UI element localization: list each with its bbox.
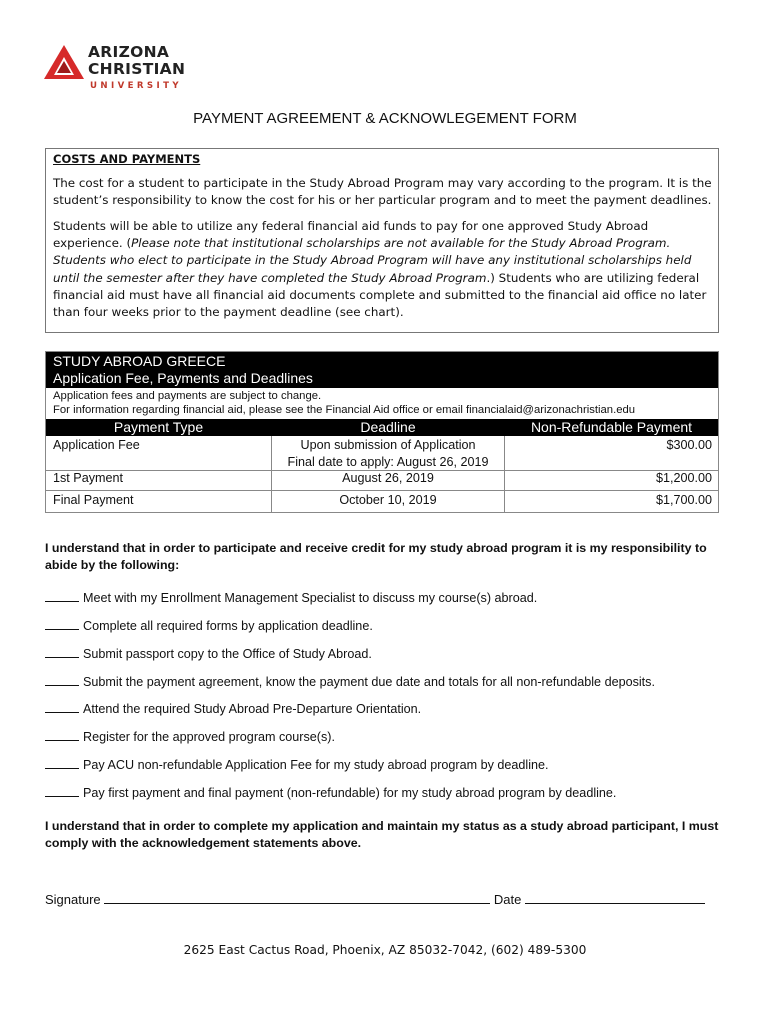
table-cell: $1,700.00 <box>655 493 712 507</box>
costs-paragraph-2-lead: Students will be able to utilize any federal financial aid funds to pay for one approved Study Abroad experience. ( <box>53 219 649 251</box>
acknowledgement-item <box>45 589 537 606</box>
costs-paragraph-2-tail: .) Students who are utilizing federal financial aid must have all financial aid documents complete and submitted to the financial aid office no later than four weeks prior to the payment deadline (see chart). <box>53 270 707 320</box>
initials-field[interactable] <box>45 589 79 602</box>
initials-field[interactable] <box>45 728 79 741</box>
initials-field[interactable] <box>45 617 79 630</box>
column-header: Payment Type <box>113 419 204 435</box>
acknowledgement-text: Register for the approved program course(s). <box>83 730 335 744</box>
table-cell: 1st Payment <box>53 471 123 485</box>
costs-paragraph-2 <box>53 218 713 321</box>
logo-line-2: CHRISTIAN <box>88 60 186 78</box>
acknowledgement-intro: I understand that in order to participate and receive credit for my study abroad program it is my responsibility to abide by the following: <box>45 541 707 572</box>
table-cell: October 10, 2019 <box>339 493 437 507</box>
date-field[interactable] <box>525 889 705 904</box>
logo-mark-icon <box>44 45 84 81</box>
fee-table-header <box>46 419 718 436</box>
acknowledgement-item <box>45 728 335 745</box>
fee-note: Application fees and payments are subject to change. <box>53 390 322 402</box>
acknowledgement-outro: I understand that in order to complete my application and maintain my status as a study abroad participant, I must comply with the acknowledgement statements above. <box>45 819 719 850</box>
table-cell: August 26, 2019 <box>342 471 434 485</box>
initials-field[interactable] <box>45 700 79 713</box>
fee-header-subtitle: Application Fee, Payments and Deadlines <box>53 370 313 386</box>
fee-note-financial-aid: For information regarding financial aid, please see the Financial Aid office or email financialaid@arizonachristian.edu <box>53 404 636 416</box>
initials-field[interactable] <box>45 673 79 686</box>
fee-header <box>46 352 718 388</box>
row-divider <box>46 490 718 491</box>
column-header: Deadline <box>360 419 416 435</box>
acknowledgement-text: Pay ACU non-refundable Application Fee for my study abroad program by deadline. <box>83 758 549 772</box>
date-label: Date <box>493 892 522 907</box>
signature-label: Signature <box>45 892 101 907</box>
costs-heading: COSTS AND PAYMENTS <box>53 152 201 166</box>
table-cell: $1,200.00 <box>655 471 712 485</box>
column-header: Non-Refundable Payment <box>530 419 693 435</box>
initials-field[interactable] <box>45 784 79 797</box>
form-title: PAYMENT AGREEMENT & ACKNOWLEGEMENT FORM <box>193 110 577 127</box>
acknowledgement-item <box>45 784 616 801</box>
costs-paragraph-2-note: Please note that institutional scholarships are not available for the Study Abroad Program. Students who elect to participate in the Study Abroad Program will have any institutional scholarships held until the semester after they have completed the Study Abroad Program <box>53 236 692 285</box>
footer-address: 2625 East Cactus Road, Phoenix, AZ 85032-7042, (602) 489-5300 <box>183 943 587 957</box>
acknowledgement-item <box>45 617 373 634</box>
table-cell: $300.00 <box>666 438 712 452</box>
acknowledgement-text: Pay first payment and final payment (non-refundable) for my study abroad program by deadline. <box>83 786 617 800</box>
logo-line-1: ARIZONA <box>88 43 170 61</box>
acknowledgement-text: Attend the required Study Abroad Pre-Departure Orientation. <box>83 702 422 716</box>
acknowledgement-item <box>45 700 421 717</box>
table-cell: Application Fee <box>53 438 140 452</box>
costs-paragraph-1: The cost for a student to participate in the Study Abroad Program may vary according to the program. It is the student’s responsibility to know the cost for his or her particular program and to meet the payment deadlines. <box>53 176 712 208</box>
acknowledgement-item <box>45 756 549 773</box>
costs-box <box>45 148 719 333</box>
signature-row <box>45 889 705 907</box>
acknowledgement-item <box>45 645 372 662</box>
signature-field[interactable] <box>104 889 490 904</box>
acknowledgement-item <box>45 673 655 690</box>
acknowledgement-text: Complete all required forms by application deadline. <box>83 619 373 633</box>
initials-field[interactable] <box>45 645 79 658</box>
fee-section <box>45 351 719 513</box>
logo-line-3: UNIVERSITY <box>90 81 182 91</box>
acknowledgement-text: Submit the payment agreement, know the payment due date and totals for all non-refundable deposits. <box>83 675 655 689</box>
table-cell: Upon submission of Application <box>300 438 476 452</box>
acknowledgement-text: Meet with my Enrollment Management Specialist to discuss my course(s) abroad. <box>83 591 538 605</box>
fee-header-title: STUDY ABROAD GREECE <box>53 353 226 369</box>
university-logo <box>44 43 204 98</box>
table-cell: Final Payment <box>53 493 134 507</box>
table-cell: Final date to apply: August 26, 2019 <box>287 455 489 469</box>
initials-field[interactable] <box>45 756 79 769</box>
acknowledgement-text: Submit passport copy to the Office of Study Abroad. <box>83 647 372 661</box>
